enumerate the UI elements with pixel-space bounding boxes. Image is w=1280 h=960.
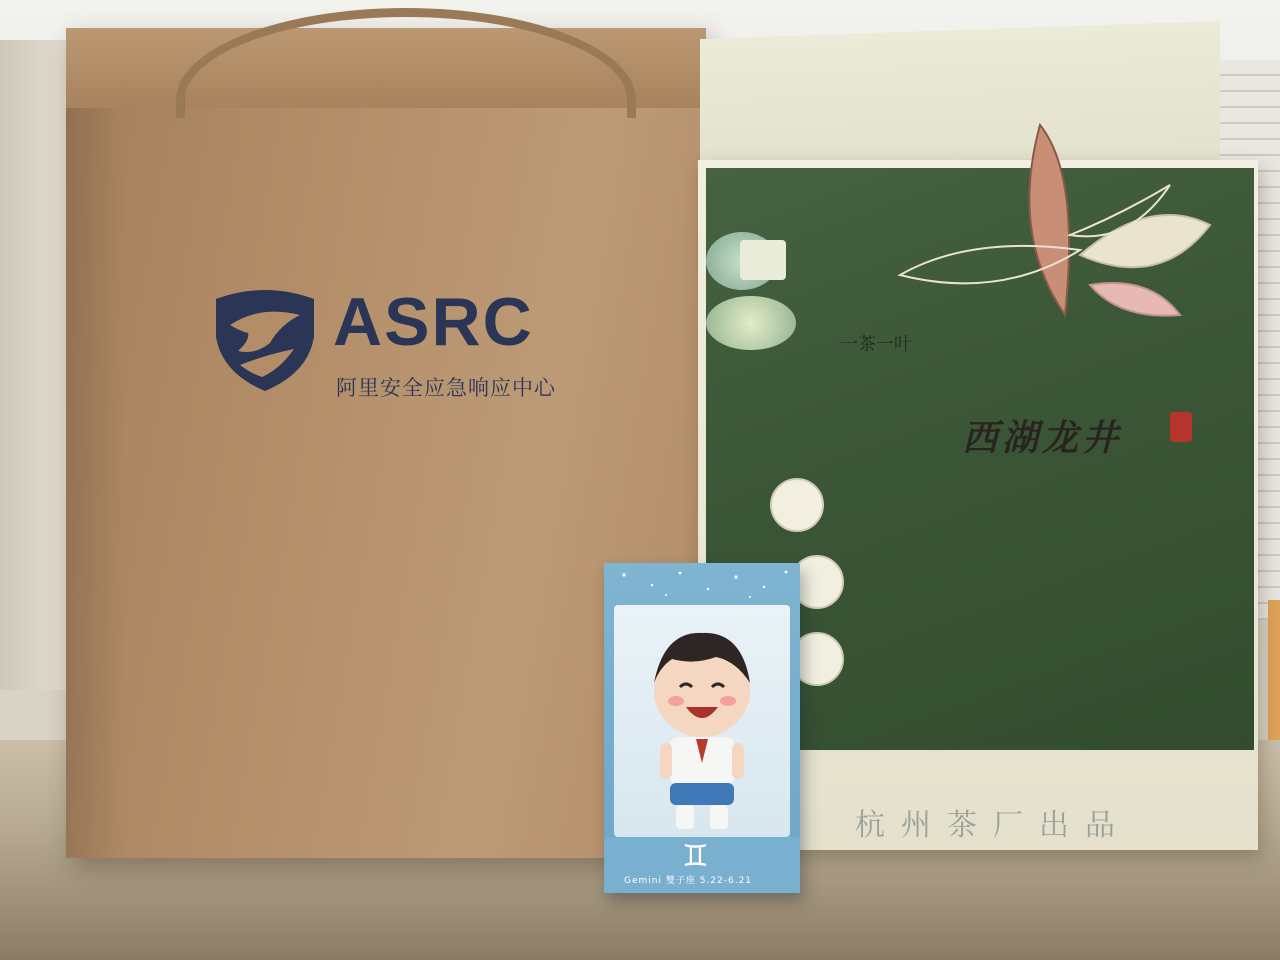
asrc-shield-icon (210, 285, 320, 395)
tea-leaves-illustration-icon (890, 115, 1220, 335)
orange-object-edge (1268, 600, 1280, 760)
tea-brand-mark: 一茶一叶 (840, 334, 912, 355)
tea-craft-illustration-1 (770, 478, 824, 532)
gemini-figure-box (604, 563, 800, 893)
gemini-sign-icon: ♊ (682, 839, 709, 874)
bag-side-shadow (66, 108, 126, 858)
gemini-label: Gemini 雙子座 5.22-6.21 (624, 876, 753, 886)
tea-maker-text: 杭州茶厂出品 (855, 808, 1131, 843)
star-pattern-icon (604, 563, 800, 603)
tea-product-title: 西湖龙井 (962, 417, 1123, 459)
hologram-sticker-2 (706, 296, 796, 350)
red-seal-stamp (1170, 412, 1192, 442)
asrc-brand-title: ASRC (333, 284, 534, 360)
gemini-boy-figure (624, 613, 780, 833)
asrc-subtitle: 阿里安全应急响应中心 (336, 376, 556, 400)
qr-sticker (740, 240, 786, 280)
